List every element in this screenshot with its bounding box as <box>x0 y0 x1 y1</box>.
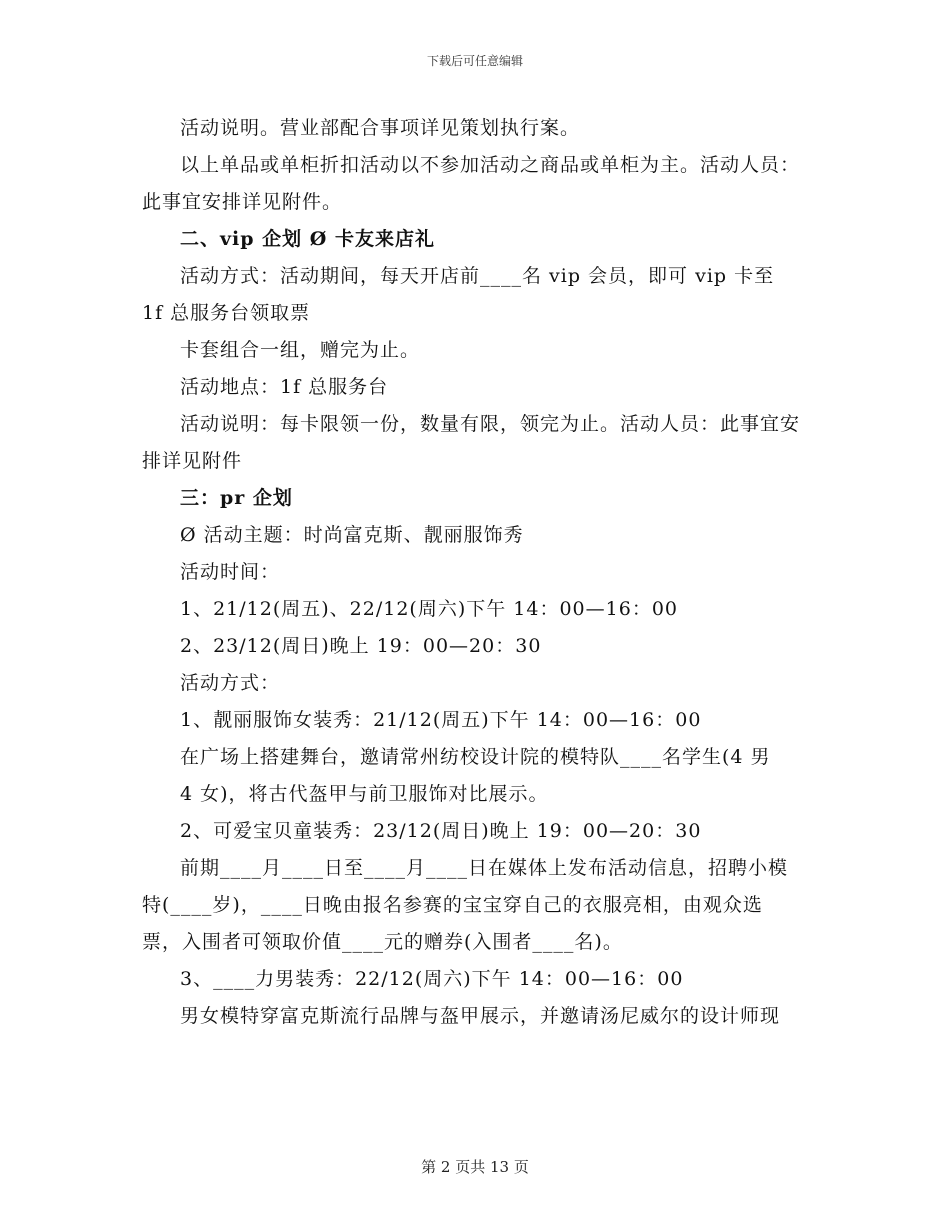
paragraph: 以上单品或单柜折扣活动以不参加活动之商品或单柜为主。活动人员：此事宜安排详见附件。 <box>142 154 801 213</box>
paragraph: 活动说明：每卡限领一份，数量有限，领完为止。活动人员：此事宜安排详见附件 <box>142 413 801 472</box>
paragraph: 前期____月____日至____月____日在媒体上发布活动信息，招聘小模特(____岁)，____日晚由报名参赛的宝宝穿自己的衣服亮相，由观众选票，入围者可领取价值____元的赠券(入围者____名)。 <box>142 857 789 953</box>
paragraph: 1、21/12(周五)、22/12(周六)下午 14：00—16：00 <box>180 598 678 620</box>
paragraph: 活动方式：活动期间，每天开店前____名 vip 会员，即可 vip 卡至 1f 总服务台领取票 <box>142 265 775 324</box>
paragraph: 1、靓丽服饰女装秀：21/12(周五)下午 14：00—16：00 <box>180 709 702 731</box>
paragraph: 2、可爱宝贝童装秀：23/12(周日)晚上 19：00—20：30 <box>180 820 702 842</box>
paragraph: 活动时间： <box>180 561 281 583</box>
paragraph: 3、____力男装秀：22/12(周六)下午 14：00—16：00 <box>180 968 684 990</box>
page-header: 下载后可任意编辑 <box>426 54 523 68</box>
paragraph: 4 女)，将古代盔甲与前卫服饰对比展示。 <box>180 783 549 805</box>
paragraph: 在广场上搭建舞台，邀请常州纺校设计院的模特队____名学生(4 男 <box>180 746 771 768</box>
paragraph: 卡套组合一组，赠完为止。 <box>180 339 421 361</box>
page-footer: 第 2 页共 13 页 <box>421 1158 529 1176</box>
section-heading: 三：pr 企划 <box>180 487 293 509</box>
paragraph: 活动说明。营业部配合事项详见策划执行案。 <box>180 117 581 139</box>
paragraph: 活动地点：1f 总服务台 <box>180 376 389 398</box>
section-heading: 二、vip 企划 Ø 卡友来店礼 <box>180 228 435 250</box>
paragraph: Ø 活动主题：时尚富克斯、靓丽服饰秀 <box>180 524 524 546</box>
paragraph: 男女模特穿富克斯流行品牌与盔甲展示，并邀请汤尼威尔的设计师现 <box>180 1005 781 1027</box>
document-body <box>142 110 802 1035</box>
paragraph: 活动方式： <box>180 672 281 694</box>
paragraph: 2、23/12(周日)晚上 19：00—20：30 <box>180 635 542 657</box>
